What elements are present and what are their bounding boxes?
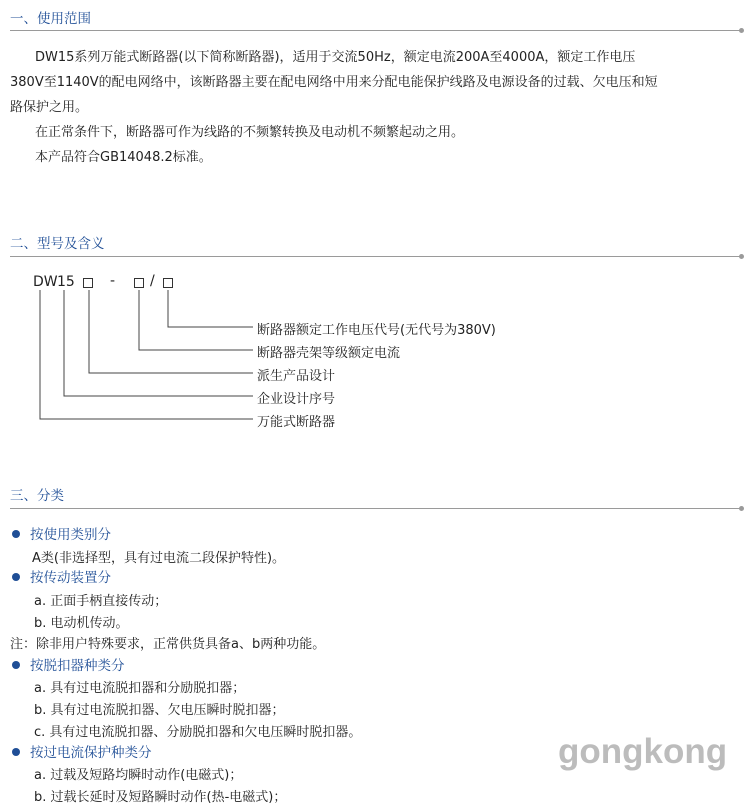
code-box-3 [163, 278, 173, 288]
model-label-breaker-type: 万能式断路器 [257, 415, 336, 430]
model-label-derived-design: 派生产品设计 [257, 369, 336, 384]
model-dash: - [110, 273, 116, 289]
model-label-frame-current: 断路器壳架等级额定电流 [257, 346, 401, 361]
category-item: c. 具有过电流脱扣器、分励脱扣器和欠电压瞬时脱扣器。 [34, 725, 362, 740]
category-item: a. 具有过电流脱扣器和分励脱扣器； [34, 681, 246, 696]
bullet-icon [12, 661, 20, 669]
section-2-title: 二、型号及含义 [10, 236, 105, 252]
model-prefix: DW [33, 274, 58, 290]
model-label-voltage-code: 断路器额定工作电压代号(无代号为380V) [257, 323, 496, 338]
section-2-divider-end [739, 254, 744, 259]
paragraph-line: 本产品符合GB14048.2标准。 [35, 150, 212, 165]
section-3-divider-end [739, 506, 744, 511]
category-item: a. 正面手柄直接传动； [34, 594, 168, 609]
model-label-design-serial: 企业设计序号 [257, 392, 336, 407]
paragraph-line: 路保护之用。 [10, 100, 89, 115]
gongkong-watermark: gongkong [558, 732, 728, 771]
category-item: a. 过载及短路均瞬时动作(电磁式)； [34, 768, 243, 783]
paragraph-line: 在正常条件下，断路器可作为线路的不频繁转换及电动机不频繁起动之用。 [35, 125, 465, 140]
category-item: b. 具有过电流脱扣器、欠电压瞬时脱扣器； [34, 703, 285, 718]
section-1-divider-end [739, 28, 744, 33]
section-2-divider [10, 256, 741, 257]
model-slash: / [150, 273, 155, 289]
model-connector-lines [0, 0, 260, 160]
category-heading: 按传动装置分 [30, 570, 111, 586]
section-3-title: 三、分类 [10, 488, 64, 504]
bullet-icon [12, 573, 20, 581]
category-item: b. 过载长延时及短路瞬时动作(热-电磁式)； [34, 790, 287, 805]
bullet-icon [12, 748, 20, 756]
model-number: 15 [57, 274, 75, 290]
section-1-title: 一、使用范围 [10, 11, 91, 27]
category-heading: 按过电流保护种类分 [30, 745, 152, 761]
paragraph-line: 380V至1140V的配电网络中，该断路器主要在配电网络中用来分配电能保护线路及电源设备的过载、欠电压和短 [10, 75, 658, 90]
paragraph-line: DW15系列万能式断路器(以下简称断路器)，适用于交流50Hz，额定电流200A至4000A，额定工作电压 [35, 50, 636, 65]
category-item: A类(非选择型，具有过电流二段保护特性)。 [32, 551, 286, 566]
category-heading: 按使用类别分 [30, 527, 111, 543]
bullet-icon [12, 530, 20, 538]
code-box-1 [83, 278, 93, 288]
category-item: b. 电动机传动。 [34, 616, 129, 631]
note-text: 注：除非用户特殊要求，正常供货具备a、b两种功能。 [10, 637, 326, 652]
category-heading: 按脱扣器种类分 [30, 658, 125, 674]
code-box-2 [134, 278, 144, 288]
section-3-divider [10, 508, 741, 509]
